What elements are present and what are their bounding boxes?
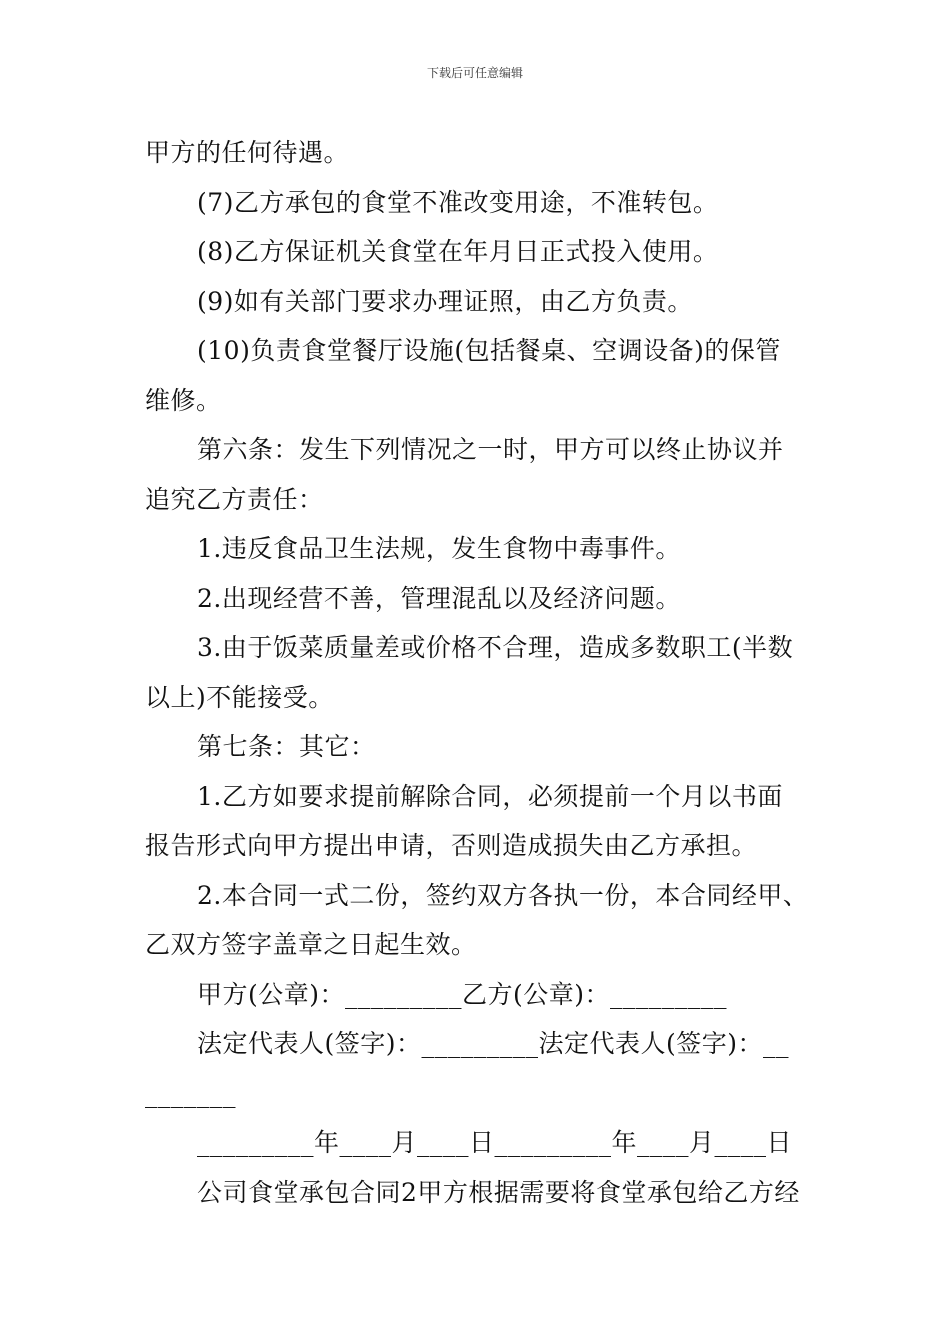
paragraph-line: 3.由于饭菜质量差或价格不合理，造成多数职工(半数: [197, 633, 794, 662]
signature-line-seal: 甲方(公章)：_________乙方(公章)：_________: [197, 979, 728, 1009]
paragraph-line: 公司食堂承包合同2甲方根据需要将食堂承包给乙方经: [197, 1177, 800, 1207]
paragraph-line: (9)如有关部门要求办理证照，由乙方负责。: [197, 286, 693, 316]
paragraph-line: 1.乙方如要求提前解除合同，必须提前一个月以书面: [197, 781, 783, 811]
paragraph-line: 追究乙方责任：: [145, 484, 324, 514]
signature-line-continuation: _______: [145, 1078, 236, 1108]
paragraph-line: (7)乙方承包的食堂不准改变用途，不准转包。: [197, 187, 719, 217]
paragraph-line: 乙双方签字盖章之日起生效。: [145, 930, 477, 959]
paragraph-line: 以上)不能接受。: [145, 682, 334, 712]
paragraph-line: (8)乙方保证机关食堂在年月日正式投入使用。: [197, 237, 719, 266]
page-header: 下载后可任意编辑: [426, 66, 523, 80]
document-body: [145, 128, 810, 1217]
paragraph-line: 维修。: [145, 385, 222, 415]
paragraph-line: (10)负责食堂餐厅设施(包括餐桌、空调设备)的保管: [197, 336, 781, 365]
paragraph-line: 2.本合同一式二份，签约双方各执一份，本合同经甲、: [197, 880, 809, 910]
paragraph-line: 报告形式向甲方提出申请，否则造成损失由乙方承担。: [145, 831, 758, 860]
paragraph-line: 甲方的任何待遇。: [145, 138, 350, 167]
paragraph-line: 2.出现经营不善，管理混乱以及经济问题。: [197, 583, 681, 613]
date-line: _________年____月____日_________年____月____日: [197, 1128, 793, 1157]
signature-line-representative: 法定代表人(签字)：_________法定代表人(签字)：__: [197, 1029, 790, 1058]
paragraph-line: 第六条：发生下列情况之一时，甲方可以终止协议并: [197, 435, 784, 464]
paragraph-line: 第七条：其它：: [197, 732, 376, 761]
paragraph-line: 1.违反食品卫生法规，发生食物中毒事件。: [197, 534, 681, 563]
